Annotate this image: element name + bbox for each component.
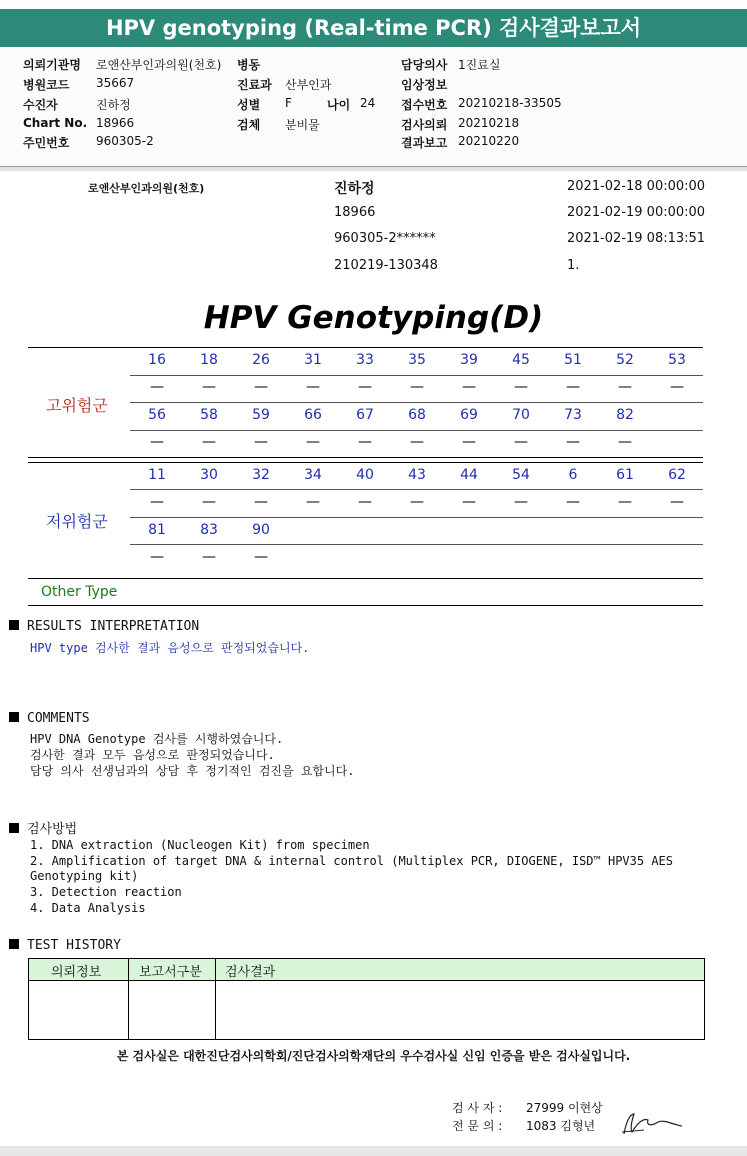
genotype-result: — [358,379,372,395]
table-top-line [28,347,703,348]
genotype-result: — [566,379,580,395]
genotype-result: — [514,379,528,395]
genotype-result: — [202,379,216,395]
request-label: 검사의뢰 [401,118,448,132]
genotype-result: — [358,494,372,510]
date-2: 2021-02-19 00:00:00 [567,205,706,220]
info-panel [0,48,747,167]
patient-name: 진하정 [334,181,375,197]
genotype-number: 43 [408,467,426,483]
genotype-result: — [306,379,320,395]
comment-line-1: HPV DNA Genotype 검사를 시행하였습니다. [30,732,284,746]
genotype-result: — [618,379,632,395]
other-type-label: Other Type [41,584,118,600]
request-date: 20210218 [458,116,520,130]
genotype-number: 90 [252,522,270,538]
clinical-label: 임상정보 [401,78,448,92]
genotype-result: — [462,379,476,395]
genotype-number: 59 [252,407,270,423]
genotype-result: — [566,494,580,510]
genotype-number: 45 [512,352,530,368]
genotype-result: — [254,549,268,565]
genotype-number: 66 [304,407,322,423]
method-line-4: 3. Detection reaction [30,885,182,899]
history-heading [9,938,121,953]
genotype-result: — [150,549,164,565]
patient-institution: 로앤산부인과의원(천호) [88,182,205,195]
genotype-number: 62 [668,467,686,483]
footer-band [0,1146,747,1156]
method-heading-text: 검사방법 [27,822,78,837]
genotype-result: — [670,379,684,395]
method-line-2: 2. Amplification of target DNA & internal control (Multiplex PCR, DIOGENE, ISD™ HPV35 AES [30,854,673,868]
genotype-number: 56 [148,407,166,423]
genotype-number: 83 [200,522,218,538]
genotype-result: — [254,434,268,450]
genotype-result: — [202,434,216,450]
receipt-label: 접수번호 [401,98,448,112]
age-value: 24 [360,96,376,110]
patient-chart: 18966 [334,205,376,220]
comment-line-2: 검사한 결과 모두 음성으로 판정되었습니다. [30,748,275,762]
genotype-number: 18 [200,352,218,368]
divider-band [0,167,747,171]
comments-heading [9,711,90,726]
date-3: 2021-02-19 08:13:51 [567,231,706,246]
history-col-report-type: 보고서구분 [139,965,202,980]
report-date: 20210220 [458,134,520,148]
row-line [130,402,703,403]
genotype-number: 35 [408,352,426,368]
institution-value: 로앤산부인과의원(천호) [96,58,222,72]
genotype-number: 53 [668,352,686,368]
genotype-number: 69 [460,407,478,423]
report-label: 결과보고 [401,136,448,150]
genotype-number: 26 [252,352,270,368]
genotype-result: — [410,379,424,395]
genotype-number: 54 [512,467,530,483]
square-bullet-icon [9,620,19,630]
genotype-result: — [306,434,320,450]
certification-note: 본 검사실은 대한진단검사의학회/진단검사의학재단의 우수검사실 신임 인증을 받은 검사실입니다. [116,1049,631,1063]
method-heading [9,818,77,837]
hospital-code-label: 병원코드 [23,78,70,92]
genotype-result: — [202,549,216,565]
department-label: 진료과 [237,78,272,92]
genotype-number: 67 [356,407,374,423]
column-divider [128,959,129,1039]
square-bullet-icon [9,939,19,949]
tester-label: 검 사 자 : [452,1101,503,1115]
method-line-3: Genotyping kit) [30,869,139,883]
patient-label: 수진자 [23,98,58,112]
signature-icon [618,1108,684,1138]
results-heading-text: RESULTS INTERPRETATION [27,619,200,634]
resident-id-label: 주민번호 [23,136,70,150]
genotype-number: 6 [568,467,578,483]
genotype-number: 82 [616,407,634,423]
history-header-row [29,959,704,981]
genotype-result: — [202,494,216,510]
row-line [130,517,703,518]
genotype-number: 16 [148,352,166,368]
date-1: 2021-02-18 00:00:00 [567,179,706,194]
institution-label: 의뢰기관명 [23,58,81,72]
history-col-request: 의뢰정보 [51,965,102,980]
genotype-number: 34 [304,467,322,483]
results-heading [9,619,199,634]
genotype-number: 58 [200,407,218,423]
group-line [28,457,703,458]
square-bullet-icon [9,823,19,833]
age-label: 나이 [327,98,351,112]
resident-id-value: 960305-2 [96,134,154,148]
doctor-label: 담당의사 [401,58,448,72]
row-line [130,489,703,490]
chart-label: Chart No. [23,116,88,130]
patient-resident-id: 960305-2****** [334,231,436,246]
genotype-number: 61 [616,467,634,483]
genotype-result: — [670,494,684,510]
patient-sample-no: 210219-130348 [334,258,438,273]
history-col-result: 검사결과 [225,965,276,980]
specialist-value: 1083 김형년 [526,1119,596,1133]
row-line [130,430,703,431]
specimen-value: 분비물 [285,118,320,132]
ward-label: 병동 [237,58,261,72]
main-title: HPV Genotyping(D) [203,300,544,336]
genotype-number: 11 [148,467,166,483]
chart-value: 18966 [96,116,135,130]
genotype-number: 81 [148,522,166,538]
genotype-number: 33 [356,352,374,368]
method-line-5: 4. Data Analysis [30,901,146,915]
genotype-result: — [150,494,164,510]
other-top-line [28,578,703,579]
report-title: HPV genotyping (Real-time PCR) 검사결과보고서 [0,9,747,47]
specimen-label: 검체 [237,118,261,132]
receipt-value: 20210218-33505 [458,96,562,110]
high-risk-label: 고위험군 [46,396,108,415]
row-line [130,544,703,545]
specialist-label: 전 문 의 : [452,1119,503,1133]
row-line [130,375,703,376]
genotype-number: 68 [408,407,426,423]
genotype-result: — [462,434,476,450]
sex-value: F [285,96,292,110]
other-bottom-line [28,605,703,606]
genotype-number: 30 [200,467,218,483]
genotype-result: — [150,434,164,450]
column-divider [215,959,216,1039]
genotype-number: 52 [616,352,634,368]
genotype-result: — [254,494,268,510]
genotype-result: — [618,434,632,450]
genotype-result: — [410,494,424,510]
genotype-number: 32 [252,467,270,483]
test-history-table [28,958,705,1040]
genotype-result: — [254,379,268,395]
group-line [28,462,703,463]
low-risk-label: 저위험군 [46,512,108,531]
comments-heading-text: COMMENTS [27,711,90,726]
genotype-result: — [150,379,164,395]
square-bullet-icon [9,712,19,722]
genotype-number: 51 [564,352,582,368]
genotype-result: — [514,494,528,510]
genotype-number: 73 [564,407,582,423]
hospital-code-value: 35667 [96,76,135,90]
results-text: HPV type 검사한 결과 음성으로 판정되었습니다. [30,641,310,655]
method-line-1: 1. DNA extraction (Nucleogen Kit) from specimen [30,838,370,852]
genotype-result: — [410,434,424,450]
sequence-no: 1. [567,258,580,273]
genotype-number: 70 [512,407,530,423]
patient-value: 진하정 [96,98,131,112]
tester-value: 27999 이현상 [526,1101,603,1115]
genotype-result: — [566,434,580,450]
department-value: 산부인과 [285,78,332,92]
comment-line-3: 담당 의사 선생님과의 상담 후 정기적인 검진을 요합니다. [30,764,355,778]
genotype-result: — [618,494,632,510]
genotype-number: 40 [356,467,374,483]
genotype-result: — [462,494,476,510]
genotype-result: — [358,434,372,450]
genotype-number: 39 [460,352,478,368]
sex-label: 성별 [237,98,261,112]
genotype-number: 44 [460,467,478,483]
genotype-number: 31 [304,352,322,368]
history-heading-text: TEST HISTORY [27,938,121,953]
doctor-value: 1진료실 [458,58,501,72]
genotype-result: — [514,434,528,450]
genotype-result: — [306,494,320,510]
